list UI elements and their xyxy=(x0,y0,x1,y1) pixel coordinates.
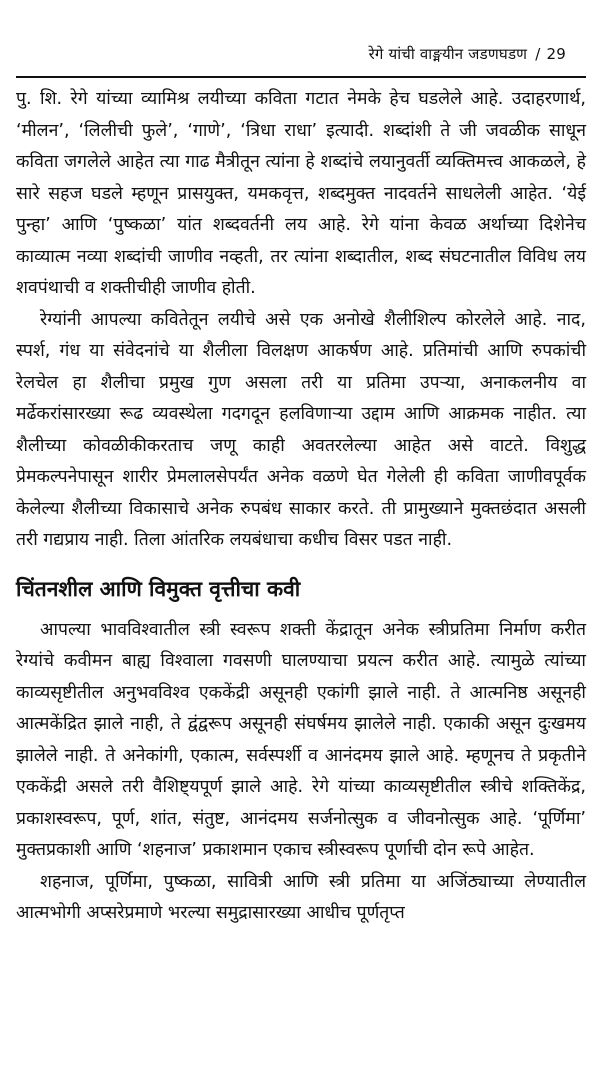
body-text xyxy=(16,84,586,930)
running-header xyxy=(369,44,566,64)
header-separator: / xyxy=(535,45,541,63)
paragraph-3: आपल्या भावविश्वातील स्त्री स्वरूप शक्ती केंद्रातून अनेक स्त्रीप्रतिमा निर्माण करीत रेग्यांचे कवीमन बाह्य विश्वाला गवसणी घालण्याचा प्रयत्न करीत आहे. त्यामुळे त्यांच्या काव्यसृष्टीतील अनुभवविश्व एककेंद्री असूनही एकांगी झाले नाही. ते आत्मनिष्ठ असूनही आत्मकेंद्रित झाले नाही, ते द्वंद्वरूप असूनही संघर्षमय झालेले नाही. एकाकी असून दुःखमय झालेले नाही. ते अनेकांगी, एकात्म, सर्वस्पर्शी व आनंदमय झाले आहे. म्हणूनच ते प्रकृतीने एककेंद्री असले तरी वैशिष्ट्यपूर्ण झाले आहे. रेगे यांच्या काव्यसृष्टीतील स्त्रीचे शक्तिकेंद्र, प्रकाशस्वरूप, पूर्ण, शांत, संतुष्ट, आनंदमय सर्जनोत्सुक व जीवनोत्सुक आहे. ‘पूर्णिमा’ मुक्तप्रकाशी आणि ‘शहनाज’ प्रकाशमान एकाच स्त्रीस्वरूप पूर्णाची दोन रूपे आहेत. xyxy=(16,619,586,860)
header-rule xyxy=(16,76,586,78)
paragraph-4: शहनाज, पूर्णिमा, पुष्कळा, सावित्री आणि स्त्री प्रतिमा या अजिंठ्याच्या लेण्यातील आत्मभोगी अप्सरेप्रमाणे भरल्या समुद्रासारख्या आधीच पूर्णतृप्त xyxy=(16,871,586,923)
paragraph-2: रेग्यांनी आपल्या कवितेतून लयीचे असे एक अनोखे शैलीशिल्प कोरलेले आहे. नाद, स्पर्श, गंध या संवेदनांचे या शैलीला विलक्षण आकर्षण आहे. प्रतिमांची आणि रुपकांची रेलचेल हा शैलीचा प्रमुख गुण असला तरी या प्रतिमा उपऱ्या, अनाकलनीय वा मर्ढेकरांसारख्या रूढ व्यवस्थेला गदगदून हलविणाऱ्या उद्दाम आणि आक्रमक नाहीत. त्या शैलीच्या कोवळीकीकरताच जणू काही अवतरलेल्या आहेत असे वाटते. विशुद्ध प्रेमकल्पनेपासून शारीर प्रेमलालसेपर्यंत अनेक वळणे घेत गेलेली ही कविता जाणीवपूर्वक केलेल्या शैलीच्या विकासाचे अनेक रुपबंध साकार करते. ती प्रामुख्याने मुक्तछंदात असली तरी गद्यप्राय नाही. तिला आंतरिक लयबंधाचा कधीच विसर पडत नाही. xyxy=(16,309,586,550)
page-number: 29 xyxy=(546,45,566,63)
paragraph-1: पु. शि. रेगे यांच्या व्यामिश्र लयीच्या कविता गटात नेमके हेच घडलेले आहे. उदाहरणार्थ, ‘मीलन’, ‘लिलीची फुले’, ‘गाणे’, ‘त्रिधा राधा’ इत्यादी. शब्दांशी ते जी जवळीक साधून कविता जगलेले आहेत त्या गाढ मैत्रीतून त्यांना हे शब्दांचे लयानुवर्ती व्यक्तिमत्त्व आकळले, हे सारे सहज घडले म्हणून प्रासयुक्त, यमकवृत्त, शब्दमुक्त नादवर्तने साधलेली आहेत. ‘येई पुन्हा’ आणि ‘पुष्कळा’ यांत शब्दवर्तनी लय आहे. रेगे यांना केवळ अर्थाच्या दिशेनेच काव्यात्म नव्या शब्दांची जाणीव नव्हती, तर त्यांना शब्दातील, शब्द संघटनातील विविध लय शवपंथाची व शक्तीचीही जाणीव होती. xyxy=(16,89,586,298)
section-heading: चिंतनशील आणि विमुक्त वृत्तीचा कवी xyxy=(16,576,301,601)
running-title: रेगे यांची वाङ्मयीन जडणघडण xyxy=(368,45,528,63)
